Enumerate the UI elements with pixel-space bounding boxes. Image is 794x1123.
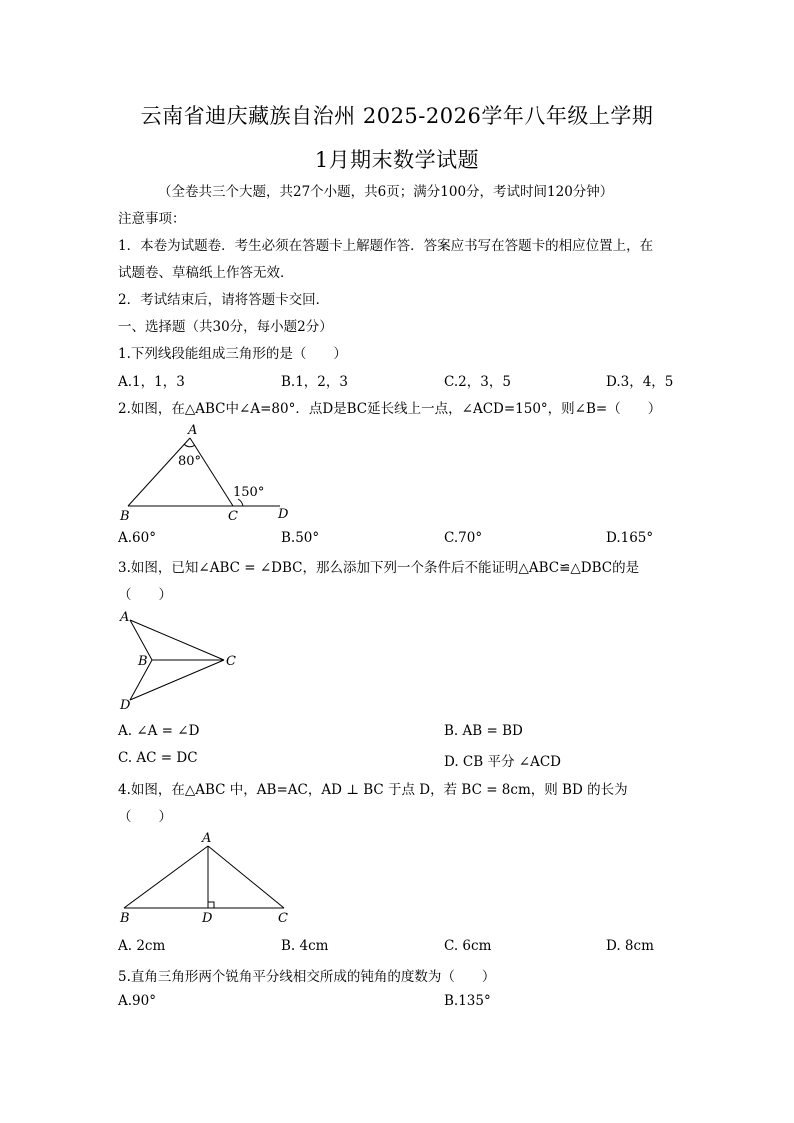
q2-label-d: D (278, 507, 289, 522)
question-4-option-c: C. 6cm (444, 938, 492, 954)
q4-label-a: A (202, 831, 212, 846)
q4-label-d: D (202, 911, 213, 926)
question-4-figure (112, 828, 302, 928)
question-3-option-c: C. AC = DC (118, 750, 198, 766)
question-5-option-b: B.135° (444, 993, 491, 1009)
q4-label-c: C (278, 911, 288, 926)
notice-1b: 试题卷、草稿纸上作答无效． (118, 265, 294, 281)
question-1-stem: 1.下列线段能组成三角形的是（ ） (118, 346, 347, 362)
question-1-option-a: A.1，1，3 (118, 374, 185, 390)
question-1-option-b: B.1，2，3 (281, 374, 348, 390)
question-4-option-d: D. 8cm (606, 938, 654, 954)
q2-angle-a: 80° (178, 454, 202, 469)
question-3-option-b: B. AB = BD (444, 723, 523, 739)
q3-label-c: C (226, 654, 236, 669)
question-4-option-b: B. 4cm (281, 938, 329, 954)
question-1-option-d: D.3，4，5 (606, 374, 674, 390)
q3-label-d: D (120, 698, 131, 713)
question-1-option-c: C.2，3，5 (444, 374, 511, 390)
question-3-option-d: D. CB 平分 ∠ACD (444, 754, 561, 770)
question-3-figure (112, 605, 252, 715)
q2-label-c: C (228, 509, 238, 524)
question-5-option-a: A.90° (118, 993, 156, 1009)
question-2-option-c: C.70° (444, 530, 483, 546)
question-3-stem-cont: （ ） (118, 587, 172, 603)
section-heading: 一、选择题（共30分，每小题2分） (118, 319, 333, 335)
q2-angle-acd: 150° (233, 485, 265, 500)
question-3-option-a: A. ∠A = ∠D (118, 723, 200, 739)
question-2-option-b: B.50° (281, 530, 320, 546)
question-3-stem: 3.如图，已知∠ABC = ∠DBC，那么添加下列一个条件后不能证明△ABC≌△DBC的是 (118, 560, 640, 576)
question-4-stem-cont: （ ） (118, 809, 172, 825)
question-4-stem: 4.如图，在△ABC 中，AB=AC，AD ⊥ BC 于点 D，若 BC = 8cm，则 BD 的长为 (118, 782, 628, 798)
question-4-option-a: A. 2cm (118, 938, 166, 954)
question-2-option-d: D.165° (606, 530, 654, 546)
q4-label-b: B (120, 911, 130, 926)
exam-title-line1: 云南省迪庆藏族自治州 2025-2026学年八年级上学期 (140, 104, 654, 128)
notice-2: 2．考试结束后，请将答题卡交回． (118, 292, 330, 308)
question-2-stem: 2.如图，在△ABC中∠A=80°．点D是BC延长线上一点，∠ACD=150°，则∠B=（ ） (118, 401, 662, 417)
q2-label-b: B (120, 509, 130, 524)
exam-note: （全卷共三个大题，共27个小题，共6页；满分100分，考试时间120分钟） (158, 184, 614, 200)
q2-label-a: A (188, 423, 198, 438)
q3-label-a: A (120, 610, 130, 625)
exam-title-line2: 1月期末数学试题 (314, 148, 480, 172)
question-2-option-a: A.60° (118, 530, 156, 546)
notice-heading: 注意事项： (118, 211, 186, 227)
notice-1a: 1．本卷为试题卷．考生必须在答题卡上解题作答．答案应书写在答题卡的相应位置上，在 (118, 238, 654, 254)
question-2-figure (110, 420, 310, 525)
q3-label-b: B (138, 654, 148, 669)
question-5-stem: 5.直角三角形两个锐角平分线相交所成的钝角的度数为（ ） (118, 969, 496, 985)
